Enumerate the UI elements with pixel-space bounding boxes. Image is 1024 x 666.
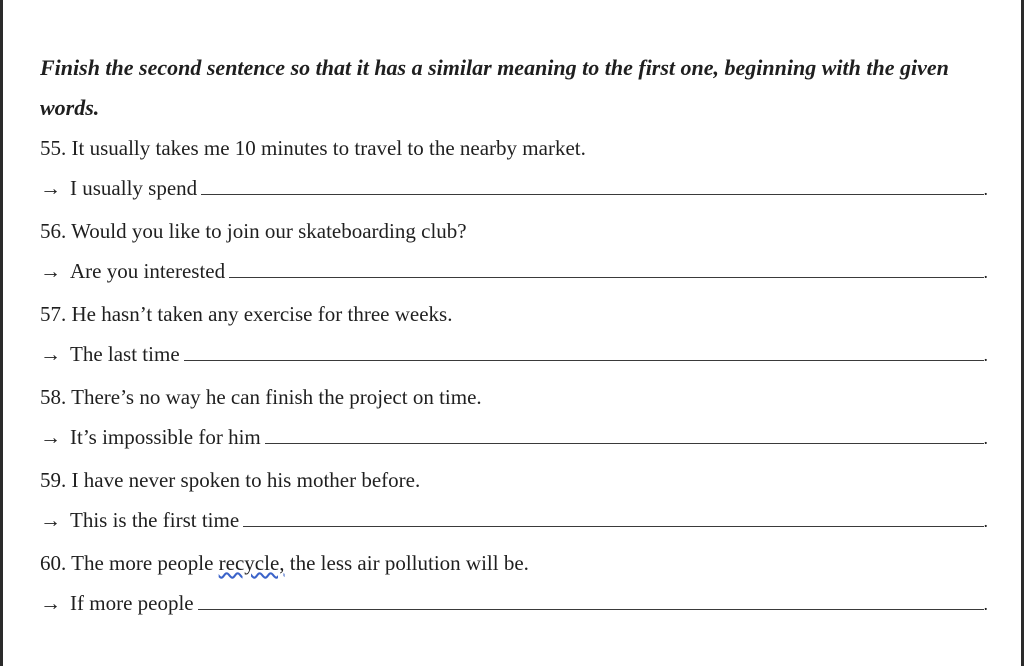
exercise-58 [40,377,988,460]
worksheet [40,48,988,626]
question-58: 58. There’s no way he can finish the project on time. [40,385,482,409]
answer-stem-58: It’s impossible for him [70,425,261,449]
question-55: 55. It usually takes me 10 minutes to travel to the nearby market. [40,136,586,160]
exercise-55 [40,128,988,211]
question-60-suffix: the less air pollution will be. [284,551,529,575]
arrow-icon: → [40,425,61,449]
exercise-57 [40,294,988,377]
answer-line-60 [40,583,988,626]
answer-stem-55: I usually spend [70,176,198,200]
answer-blank-56[interactable] [229,251,983,278]
arrow-icon: → [40,342,61,366]
left-border [0,0,3,666]
answer-line-56 [40,251,988,294]
answer-blank-58[interactable] [265,417,984,444]
question-60-prefix: 60. The more people [40,551,219,575]
arrow-icon: → [40,508,61,532]
answer-stem-59: This is the first time [70,508,240,532]
answer-period: . [983,345,988,365]
answer-line-59 [40,500,988,543]
answer-line-58 [40,417,988,460]
answer-line-57 [40,334,988,377]
question-56: 56. Would you like to join our skateboarding club? [40,219,467,243]
exercise-59 [40,460,988,543]
arrow-icon: → [40,259,61,283]
instruction-text: Finish the second sentence so that it has a similar meaning to the first one, beginning with the given words. [40,55,949,120]
answer-blank-59[interactable] [243,500,983,527]
question-59: 59. I have never spoken to his mother before. [40,468,421,492]
question-60 [40,543,988,583]
answer-blank-57[interactable] [184,334,984,361]
question-57: 57. He hasn’t taken any exercise for three weeks. [40,302,453,326]
answer-period: . [983,262,988,282]
arrow-icon: → [40,176,61,200]
answer-period: . [983,428,988,448]
answer-blank-60[interactable] [198,583,984,610]
answer-blank-55[interactable] [201,168,983,195]
exercise-56 [40,211,988,294]
arrow-icon: → [40,591,61,615]
answer-stem-57: The last time [70,342,180,366]
answer-stem-56: Are you interested [70,259,226,283]
spellcheck-flagged-word: recycle, [218,551,285,575]
answer-period: . [983,511,988,531]
answer-period: . [983,594,988,614]
answer-stem-60: If more people [70,591,194,615]
exercise-60 [40,543,988,626]
answer-line-55 [40,168,988,211]
answer-period: . [983,179,988,199]
